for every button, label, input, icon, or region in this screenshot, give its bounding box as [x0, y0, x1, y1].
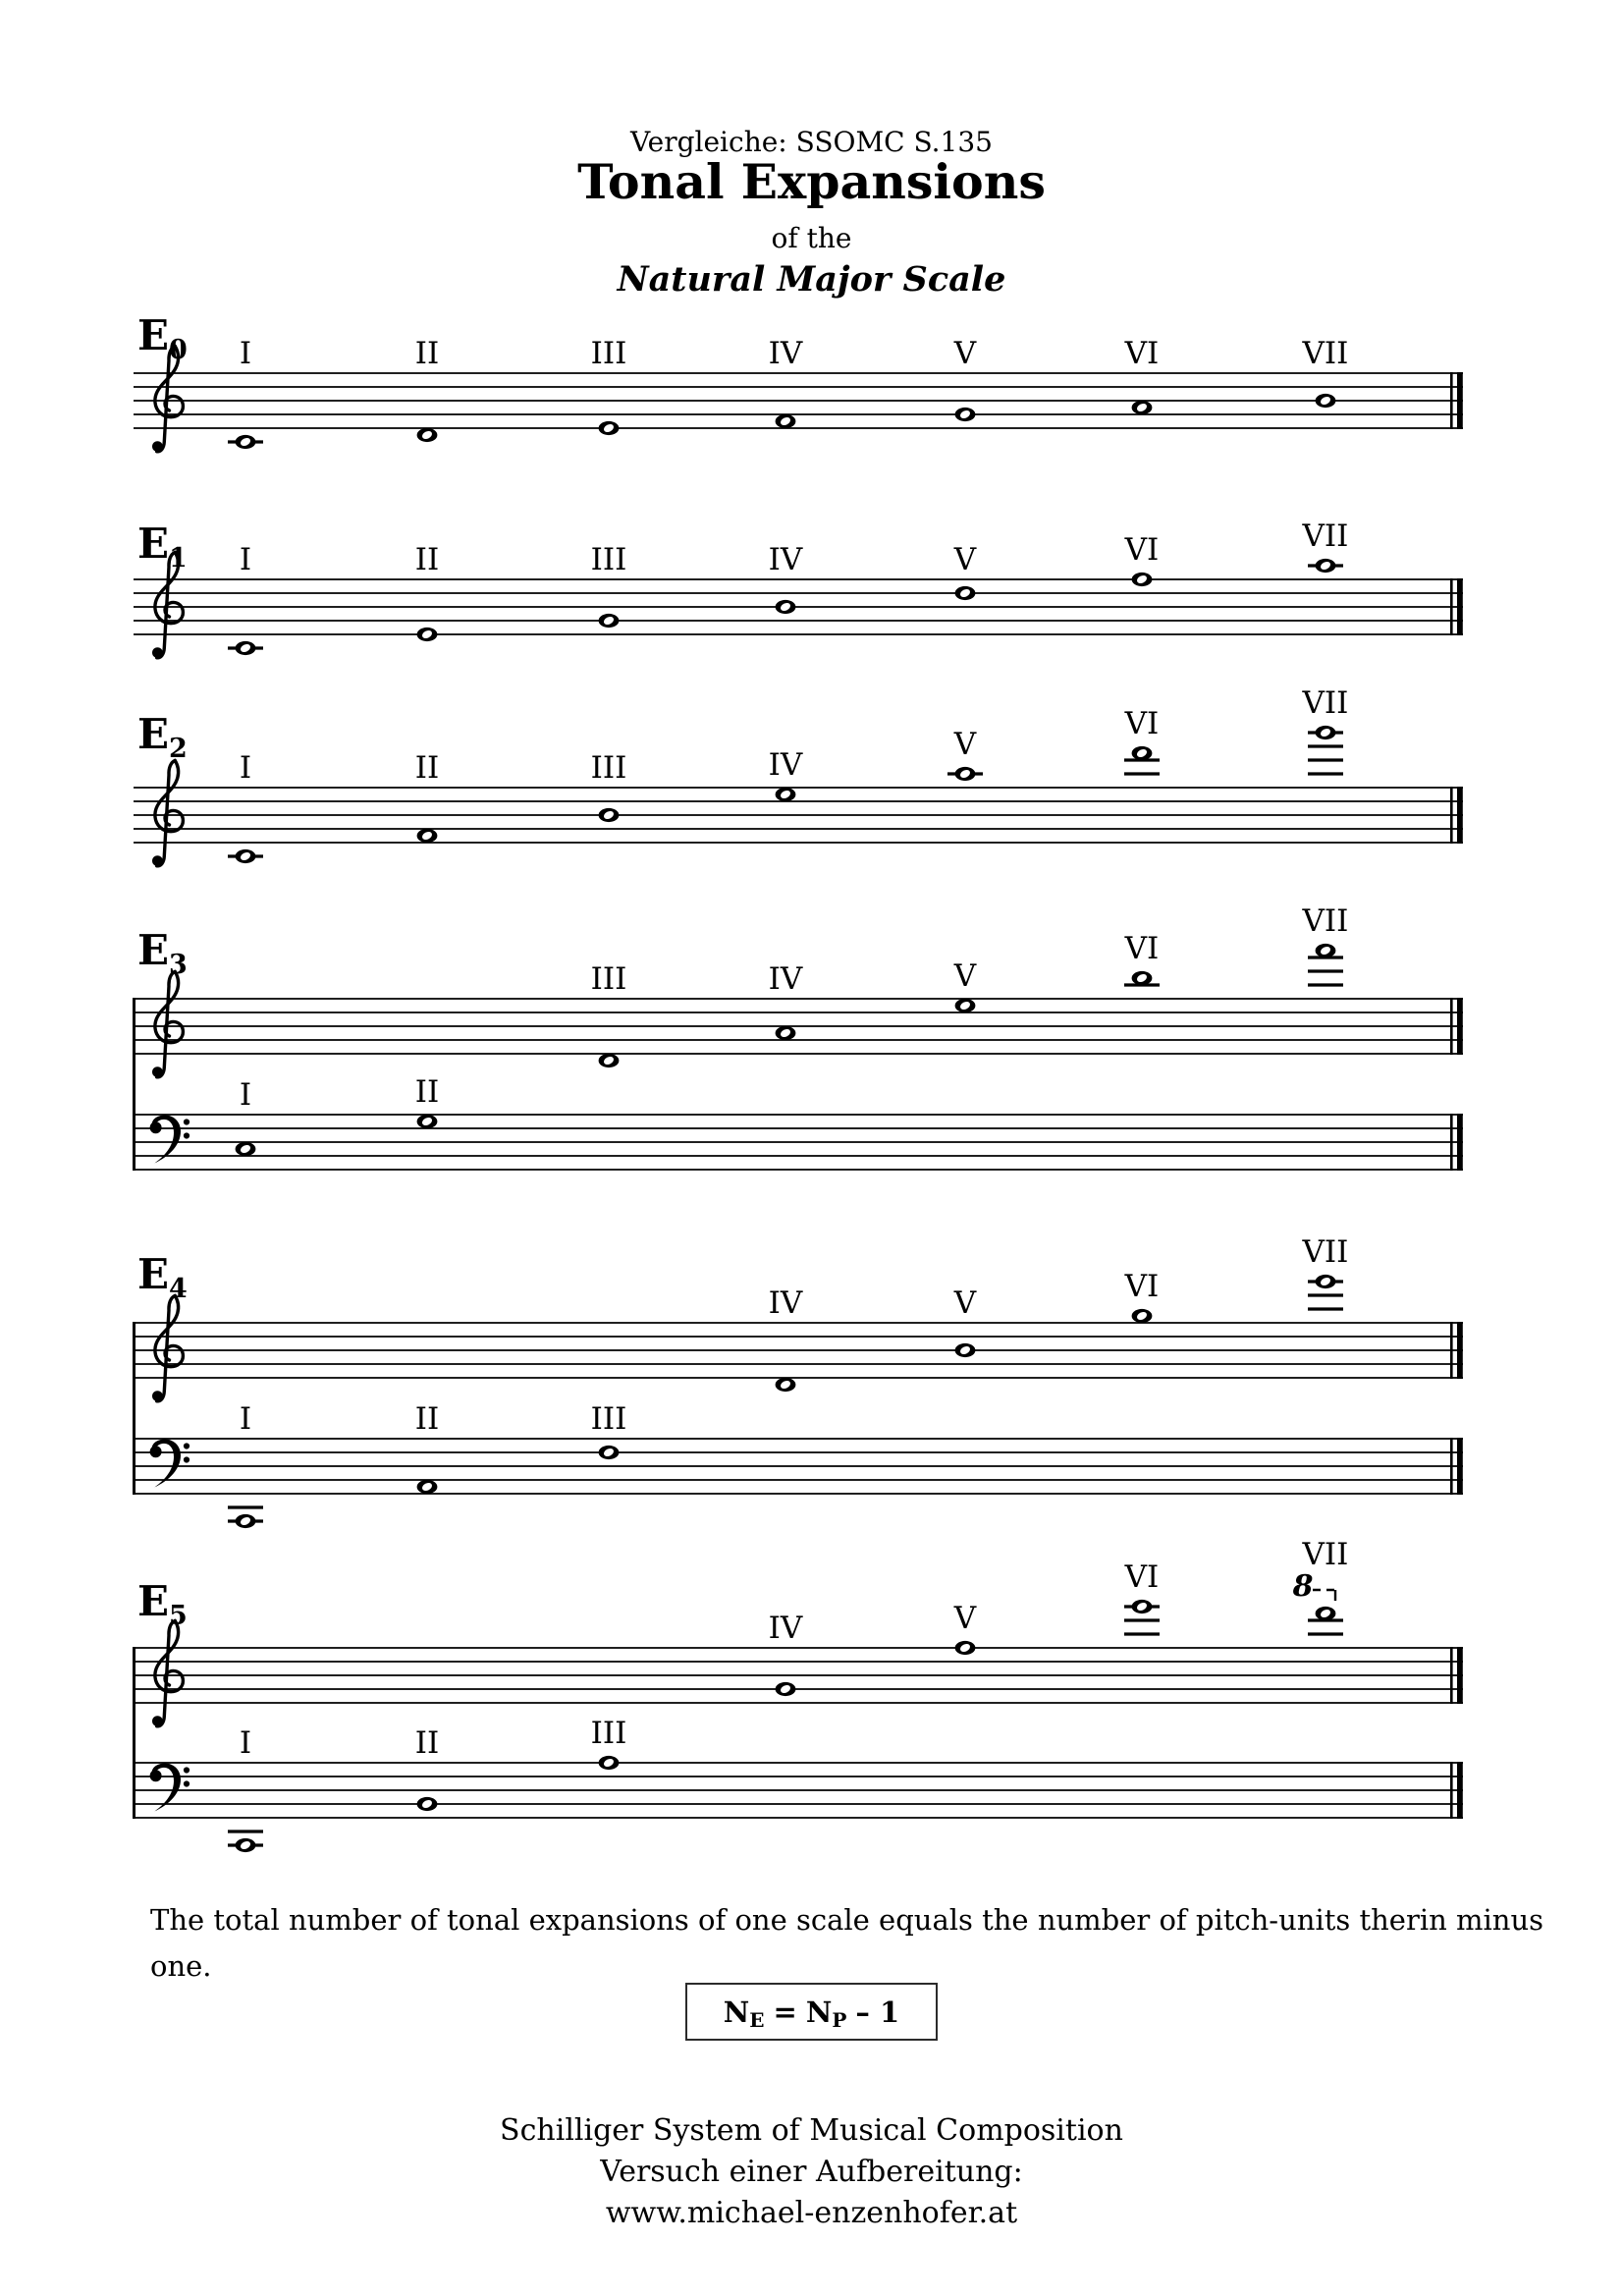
treble-clef-icon [152, 971, 183, 1077]
degree-numeral-E3-III: III [590, 961, 627, 997]
whole-note-E3-III [599, 1054, 620, 1067]
treble-clef-icon [152, 346, 183, 452]
whole-note-E2-IV [776, 788, 796, 801]
whole-note-E0-V [955, 408, 976, 421]
treble-clef-icon [152, 1620, 183, 1726]
degree-numeral-E1-IV: IV [768, 542, 803, 577]
final-barline-thin [1450, 1438, 1453, 1495]
whole-note-E0-II [417, 428, 438, 442]
final-barline-thin [1450, 1114, 1453, 1171]
degree-numeral-E2-III: III [590, 750, 627, 786]
scale-subtitle: Natural Major Scale [617, 259, 1006, 300]
footer-url: www.michael-enzenhofer.at [605, 2196, 1018, 2230]
whole-note-E3-IV [776, 1026, 796, 1040]
final-barline-thin [1450, 998, 1453, 1055]
whole-note-E1-II [417, 628, 438, 641]
degree-numeral-E5-II: II [414, 1725, 440, 1761]
whole-note-E2-I [236, 849, 256, 863]
degree-numeral-E0-VI: VI [1124, 336, 1160, 371]
degree-numeral-E5-III: III [590, 1716, 627, 1751]
system-E2 [134, 685, 1463, 866]
final-barline-thick [1457, 1647, 1463, 1704]
system-E0 [134, 311, 1463, 452]
degree-numeral-E0-V: V [953, 336, 977, 371]
degree-numeral-E5-VI: VI [1124, 1559, 1160, 1595]
system-E4 [133, 1234, 1463, 1528]
degree-numeral-E2-V: V [953, 727, 977, 762]
explanation-paragraph [150, 1897, 1543, 1990]
whole-note-E5-III [599, 1756, 620, 1770]
degree-numeral-E4-IV: IV [768, 1285, 803, 1321]
degree-numeral-E2-VI: VI [1124, 706, 1160, 741]
degree-numeral-E3-VII: VII [1302, 903, 1349, 939]
whole-note-E0-VI [1132, 401, 1153, 414]
whole-note-E3-VI [1132, 971, 1153, 985]
whole-note-E4-III [599, 1446, 620, 1459]
reference-line: Vergleiche: SSOMC S.135 [630, 126, 993, 158]
degree-numeral-E0-VII: VII [1302, 336, 1349, 371]
degree-numeral-E0-I: I [239, 336, 252, 371]
degree-numeral-E1-V: V [953, 542, 977, 577]
whole-note-E5-II [417, 1797, 438, 1811]
whole-note-E0-IV [776, 414, 796, 428]
final-barline-thin [1450, 1762, 1453, 1819]
whole-note-E3-VII [1316, 944, 1336, 957]
whole-note-E3-I [236, 1142, 256, 1156]
system-left-barline [133, 998, 135, 1171]
formula-equals: = [773, 1995, 797, 2029]
final-barline-thin [1450, 1647, 1453, 1704]
degree-numeral-E4-VII: VII [1302, 1234, 1349, 1270]
degree-numeral-E5-I: I [239, 1725, 252, 1761]
degree-numeral-E4-V: V [953, 1285, 977, 1321]
system-label-E1: $E_1$ [137, 519, 188, 574]
system-left-barline [133, 1647, 135, 1819]
whole-note-E1-VII [1316, 559, 1336, 573]
explanation-line-1: The total number of tonal expansions of one scale equals the number of pitch-units therin minus [150, 1903, 1544, 1937]
footer-subtitle: Versuch einer Aufbereitung: [600, 2155, 1023, 2189]
whole-note-E0-VII [1316, 394, 1336, 408]
whole-note-E2-II [417, 829, 438, 843]
final-barline-thick [1457, 1762, 1463, 1819]
whole-note-E2-VII [1316, 726, 1336, 739]
system-E3 [133, 903, 1463, 1171]
whole-note-E4-I [236, 1514, 256, 1528]
subtitle-connector: of the [771, 222, 852, 254]
whole-note-E0-I [236, 435, 256, 449]
formula-lhs: N [723, 1995, 750, 2029]
final-barline-thin [1450, 578, 1453, 635]
whole-note-E3-II [417, 1115, 438, 1128]
final-barline-thin [1450, 372, 1453, 429]
final-barline-thin [1450, 787, 1453, 844]
system-label-E2: $E_2$ [137, 710, 188, 764]
whole-note-E0-III [599, 421, 620, 435]
whole-note-E2-V [955, 767, 976, 781]
final-barline-thick [1457, 1438, 1463, 1495]
whole-note-E5-VII [1316, 1607, 1336, 1620]
final-barline-thick [1457, 372, 1463, 429]
formula-rhs: N [805, 1995, 833, 2029]
whole-note-E1-I [236, 641, 256, 655]
treble-clef-icon [152, 760, 183, 866]
degree-numeral-E3-VI: VI [1124, 931, 1160, 966]
degree-numeral-E2-I: I [239, 750, 252, 786]
final-barline-thick [1457, 1322, 1463, 1379]
degree-numeral-E0-II: II [414, 336, 440, 371]
degree-numeral-E1-I: I [239, 542, 252, 577]
system-label-E0: $E_0$ [137, 311, 188, 365]
ottava-mark: 8 [1292, 1569, 1314, 1604]
final-barline-thick [1457, 578, 1463, 635]
page-title: Tonal Expansions [577, 153, 1046, 210]
degree-numeral-E5-VII: VII [1302, 1537, 1349, 1572]
degree-numeral-E3-II: II [414, 1074, 440, 1110]
system-left-barline [133, 1322, 135, 1495]
whole-note-E5-VI [1132, 1600, 1153, 1613]
degree-numeral-E1-II: II [414, 542, 440, 577]
degree-numeral-E4-VI: VI [1124, 1269, 1160, 1304]
whole-note-E4-V [955, 1343, 976, 1357]
final-barline-thick [1457, 1114, 1463, 1171]
degree-numeral-E0-III: III [590, 336, 627, 371]
degree-numeral-E0-IV: IV [768, 336, 803, 371]
footer-system-name: Schilliger System of Musical Composition [500, 2113, 1123, 2148]
explanation-line-2: one. [150, 1949, 212, 1983]
whole-note-E2-VI [1132, 746, 1153, 760]
whole-note-E1-VI [1132, 573, 1153, 586]
degree-numeral-E2-VII: VII [1302, 685, 1349, 721]
system-label-E4: $E_4$ [137, 1250, 188, 1304]
whole-note-E5-V [955, 1641, 976, 1655]
whole-note-E2-III [599, 808, 620, 822]
whole-note-E5-I [236, 1838, 256, 1852]
whole-note-E5-IV [776, 1682, 796, 1696]
degree-numeral-E1-III: III [590, 542, 627, 577]
whole-note-E4-VII [1316, 1275, 1336, 1288]
system-label-E5: $E_5$ [137, 1577, 188, 1631]
formula-lhs-subscript: E [749, 2007, 765, 2032]
degree-numeral-E3-IV: IV [768, 961, 803, 997]
degree-numeral-E5-IV: IV [768, 1611, 803, 1646]
final-barline-thick [1457, 787, 1463, 844]
degree-numeral-E5-V: V [953, 1601, 977, 1636]
whole-note-E4-II [417, 1480, 438, 1494]
whole-note-E4-VI [1132, 1309, 1153, 1323]
degree-numeral-E1-VI: VI [1124, 532, 1160, 568]
whole-note-E3-V [955, 999, 976, 1012]
system-label-E3: $E_3$ [137, 926, 188, 980]
system-E1 [134, 519, 1463, 658]
whole-note-E4-IV [776, 1378, 796, 1392]
degree-numeral-E3-V: V [953, 958, 977, 994]
degree-numeral-E2-IV: IV [768, 747, 803, 783]
degree-numeral-E1-VII: VII [1302, 519, 1349, 554]
system-E5 [133, 1537, 1463, 1852]
final-barline-thick [1457, 998, 1463, 1055]
whole-note-E1-III [599, 614, 620, 628]
treble-clef-icon [152, 1295, 183, 1401]
formula-box [685, 1983, 938, 2041]
final-barline-thin [1450, 1322, 1453, 1379]
whole-note-E1-IV [776, 600, 796, 614]
formula-tail: – 1 [855, 1995, 900, 2029]
degree-numeral-E4-II: II [414, 1401, 440, 1437]
degree-numeral-E2-II: II [414, 750, 440, 786]
degree-numeral-E3-I: I [239, 1077, 252, 1113]
degree-numeral-E4-III: III [590, 1401, 627, 1437]
degree-numeral-E4-I: I [239, 1401, 252, 1437]
treble-clef-icon [152, 552, 183, 658]
formula-rhs-subscript: P [832, 2007, 847, 2032]
whole-note-E1-V [955, 586, 976, 600]
